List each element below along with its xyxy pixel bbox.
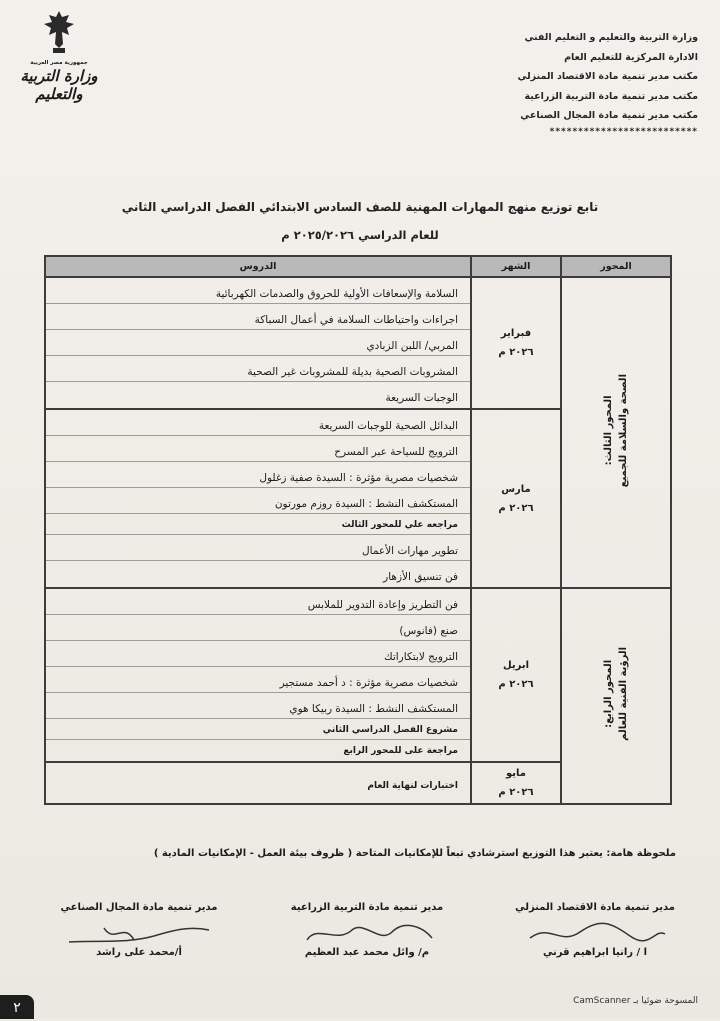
month-year: ٢٠٢٦ م <box>498 502 534 514</box>
eagle-emblem-icon <box>39 8 79 56</box>
signature-agriculture <box>272 902 462 958</box>
header-axis: المحور <box>561 256 671 277</box>
signature-home-economics <box>500 902 690 958</box>
month-name: مارس <box>501 483 531 495</box>
lesson-item: مراجعة على للمحور الرابع <box>343 746 458 756</box>
header-block <box>468 28 698 138</box>
month-cell-february <box>471 277 561 409</box>
header-line: مكتب مدير تنمية مادة المجال الصناعي <box>520 110 698 121</box>
month-name: مايو <box>506 768 526 779</box>
lesson-item: المشروبات الصحية بديلة للمشروبات غير الصحية <box>46 356 470 382</box>
header-stars: ************************** <box>549 126 698 137</box>
ministry-logo <box>14 8 104 103</box>
axis-four-cell <box>561 588 671 804</box>
lesson-item: اجراءات واحتياطات السلامة في أعمال السباكة <box>46 304 470 330</box>
logo-caption: جمهورية مصر العربية <box>30 60 88 66</box>
signature-industrial <box>44 902 234 958</box>
table-header-row <box>45 256 671 277</box>
lesson-item: الوجبات السريعة <box>385 392 458 404</box>
handwritten-signature-icon <box>292 918 442 948</box>
signature-name: ا / رانيا ابراهيم قرني <box>542 947 648 958</box>
signature-title: مدير تنمية مادة المجال الصناعي <box>60 902 218 913</box>
handwritten-signature-icon <box>64 918 214 948</box>
axis-three-subtitle: الصحة والسلامة للجميع <box>618 373 629 488</box>
signature-title: مدير تنمية مادة التربية الزراعية <box>290 902 444 913</box>
signature-name: أ/محمد على راشد <box>96 947 182 958</box>
lesson-item: فن تنسيق الأزهار <box>383 571 458 583</box>
important-note: ملحوظة هامة: يعتبر هذا التوزيع استرشادي تبعاً للإمكانيات المتاحة ( ظروف بيئة العمل - الإمكانيات المادية ) <box>153 848 676 859</box>
axis-four-title: المحور الرابع: <box>603 659 614 729</box>
header-month: الشهر <box>471 256 561 277</box>
lesson-item: اختبارات لنهاية العام <box>367 781 458 791</box>
month-cell-march <box>471 409 561 588</box>
lessons-cell-march <box>45 409 471 588</box>
document-title: تابع توزيع منهج المهارات المهنية للصف السادس الابتدائي الفصل الدراسي الثاني <box>121 200 599 214</box>
lesson-item: السلامة والإسعافات الأولية للحروق والصدمات الكهربائية <box>46 278 470 304</box>
lesson-item: الترويج للسياحة عبر المسرح <box>46 436 470 462</box>
lesson-item: المستكشف النشط : السيدة روزم مورتون <box>46 488 470 514</box>
lessons-cell-february <box>45 277 471 409</box>
lesson-item: فن التطريز وإعادة التدوير للملابس <box>46 589 470 615</box>
lesson-item: شخصيات مصرية مؤثرة : السيدة صفية زغلول <box>46 462 470 488</box>
lesson-item: مشروع الفصل الدراسي الثاني <box>46 719 470 740</box>
month-cell-may <box>471 762 561 804</box>
lesson-item: المربي/ اللبن الزبادي <box>46 330 470 356</box>
lesson-item: تطوير مهارات الأعمال <box>46 535 470 561</box>
table-row-april <box>45 588 671 762</box>
header-line: مكتب مدير تنمية مادة التربية الزراعية <box>524 90 698 102</box>
lessons-cell-may <box>45 762 471 804</box>
lesson-item: البدائل الصحية للوجبات السريعة <box>46 410 470 436</box>
axis-three-title: المحور الثالث: <box>603 395 614 466</box>
lesson-item: المستكشف النشط : السيدة ربيكا هوي <box>46 693 470 719</box>
month-year: ٢٠٢٦ م <box>498 347 534 358</box>
lesson-item: مراجعه علي للمحور الثالث <box>46 514 470 535</box>
lesson-item: الترويج لابتكاراتك <box>46 641 470 667</box>
page-corner-mark: ٢ <box>0 995 34 1019</box>
header-lessons: الدروس <box>45 256 471 277</box>
axis-three-cell <box>561 277 671 588</box>
lesson-item: صنع (فانوس) <box>46 615 470 641</box>
month-name: فبراير <box>500 328 532 339</box>
curriculum-table <box>44 255 672 805</box>
month-name: ابريل <box>502 660 530 671</box>
handwritten-signature-icon <box>520 918 670 948</box>
header-line: مكتب مدير تنمية مادة الاقتصاد المنزلي <box>517 71 698 82</box>
header-line: وزارة التربية والتعليم و التعليم الفني <box>524 32 698 43</box>
month-year: ٢٠٢٦ م <box>498 679 534 690</box>
lesson-item: شخصيات مصرية مؤثرة : د أحمد مستجير <box>46 667 470 693</box>
table-row-february <box>45 277 671 409</box>
axis-four-subtitle: الرؤية الفنية للعالم <box>618 647 629 741</box>
scanner-watermark: المسوحة ضوئيا بـ CamScanner <box>573 996 698 1006</box>
header-line: الادارة المركزية للتعليم العام <box>564 51 698 63</box>
logo-script: وزارة التربية والتعليم <box>20 67 98 103</box>
signature-title: مدير تنمية مادة الاقتصاد المنزلي <box>515 902 675 913</box>
month-cell-april <box>471 588 561 762</box>
document-subtitle: للعام الدراسي ٢٠٢٥/٢٠٢٦ م <box>281 228 439 242</box>
signature-name: م/ وائل محمد عبد العظيم <box>304 947 430 958</box>
lessons-cell-april <box>45 588 471 762</box>
month-year: ٢٠٢٦ م <box>498 787 534 798</box>
